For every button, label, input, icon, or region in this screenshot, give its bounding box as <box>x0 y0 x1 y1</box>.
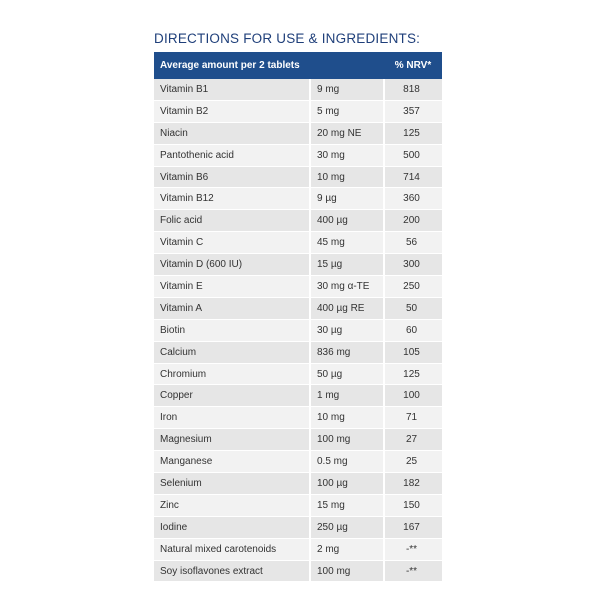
table-row <box>154 276 442 298</box>
nutrient-nrv: -** <box>384 560 442 582</box>
nutrient-name: Soy isoflavones extract <box>154 560 310 582</box>
nutrient-name: Vitamin A <box>154 297 310 319</box>
nutrient-nrv: 182 <box>384 473 442 495</box>
nutrient-name: Vitamin C <box>154 232 310 254</box>
nutrient-amount: 400 µg <box>310 210 384 232</box>
nutrient-nrv: 27 <box>384 429 442 451</box>
table-row <box>154 363 442 385</box>
nutrient-amount: 0.5 mg <box>310 451 384 473</box>
nutrient-amount: 100 µg <box>310 473 384 495</box>
nutrient-nrv: 167 <box>384 516 442 538</box>
nutrient-nrv: 125 <box>384 363 442 385</box>
header-amount-label: Average amount per 2 tablets <box>154 52 384 79</box>
nutrient-amount: 9 µg <box>310 188 384 210</box>
table-row <box>154 100 442 122</box>
nutrient-amount: 5 mg <box>310 100 384 122</box>
nutrient-name: Iodine <box>154 516 310 538</box>
nutrient-name: Pantothenic acid <box>154 144 310 166</box>
nutrient-amount: 30 µg <box>310 319 384 341</box>
nutrient-name: Magnesium <box>154 429 310 451</box>
nutrient-name: Iron <box>154 407 310 429</box>
nutrient-nrv: 100 <box>384 385 442 407</box>
nutrient-amount: 2 mg <box>310 538 384 560</box>
table-row <box>154 254 442 276</box>
nutrient-name: Vitamin B2 <box>154 100 310 122</box>
nutrient-nrv: 360 <box>384 188 442 210</box>
nutrient-nrv: 150 <box>384 494 442 516</box>
table-header-row <box>154 52 442 79</box>
nutrient-amount: 10 mg <box>310 166 384 188</box>
nutrient-amount: 100 mg <box>310 429 384 451</box>
nutrient-amount: 100 mg <box>310 560 384 582</box>
nutrient-nrv: 125 <box>384 122 442 144</box>
nutrient-name: Vitamin B6 <box>154 166 310 188</box>
nutrient-nrv: 714 <box>384 166 442 188</box>
nutrient-amount: 50 µg <box>310 363 384 385</box>
table-row <box>154 210 442 232</box>
nutrition-table <box>154 52 442 582</box>
nutrient-name: Chromium <box>154 363 310 385</box>
nutrient-nrv: 500 <box>384 144 442 166</box>
nutrient-name: Copper <box>154 385 310 407</box>
nutrient-nrv: 357 <box>384 100 442 122</box>
nutrient-amount: 15 µg <box>310 254 384 276</box>
nutrient-nrv: 300 <box>384 254 442 276</box>
nutrient-amount: 10 mg <box>310 407 384 429</box>
nutrient-nrv: 71 <box>384 407 442 429</box>
table-row <box>154 494 442 516</box>
table-row <box>154 166 442 188</box>
table-row <box>154 451 442 473</box>
table-row <box>154 429 442 451</box>
nutrient-name: Folic acid <box>154 210 310 232</box>
table-row <box>154 560 442 582</box>
nutrient-name: Manganese <box>154 451 310 473</box>
nutrient-nrv: 60 <box>384 319 442 341</box>
nutrient-nrv: 250 <box>384 276 442 298</box>
table-row <box>154 144 442 166</box>
nutrient-amount: 45 mg <box>310 232 384 254</box>
table-row <box>154 516 442 538</box>
table-row <box>154 538 442 560</box>
nutrient-name: Zinc <box>154 494 310 516</box>
nutrient-amount: 15 mg <box>310 494 384 516</box>
table-row <box>154 473 442 495</box>
header-nrv-label: % NRV* <box>384 52 442 79</box>
nutrient-amount: 30 mg <box>310 144 384 166</box>
nutrient-amount: 400 µg RE <box>310 297 384 319</box>
nutrient-amount: 836 mg <box>310 341 384 363</box>
table-row <box>154 297 442 319</box>
table-row <box>154 122 442 144</box>
nutrient-amount: 30 mg α-TE <box>310 276 384 298</box>
nutrient-amount: 250 µg <box>310 516 384 538</box>
table-row <box>154 188 442 210</box>
nutrient-nrv: 50 <box>384 297 442 319</box>
ingredients-panel <box>154 28 442 582</box>
table-row <box>154 341 442 363</box>
table-row <box>154 385 442 407</box>
table-row <box>154 79 442 100</box>
nutrient-name: Niacin <box>154 122 310 144</box>
nutrient-nrv: 25 <box>384 451 442 473</box>
table-row <box>154 407 442 429</box>
table-row <box>154 319 442 341</box>
nutrient-name: Vitamin E <box>154 276 310 298</box>
nutrient-name: Vitamin D (600 IU) <box>154 254 310 276</box>
section-heading: DIRECTIONS FOR USE & INGREDIENTS: <box>154 31 421 46</box>
nutrient-nrv: 200 <box>384 210 442 232</box>
nutrient-nrv: 105 <box>384 341 442 363</box>
nutrient-nrv: -** <box>384 538 442 560</box>
nutrient-name: Natural mixed carotenoids <box>154 538 310 560</box>
nutrient-name: Vitamin B12 <box>154 188 310 210</box>
nutrient-name: Biotin <box>154 319 310 341</box>
nutrient-amount: 1 mg <box>310 385 384 407</box>
nutrient-name: Vitamin B1 <box>154 79 310 100</box>
nutrient-name: Calcium <box>154 341 310 363</box>
nutrient-name: Selenium <box>154 473 310 495</box>
nutrient-nrv: 56 <box>384 232 442 254</box>
nutrient-amount: 9 mg <box>310 79 384 100</box>
nutrient-nrv: 818 <box>384 79 442 100</box>
nutrient-amount: 20 mg NE <box>310 122 384 144</box>
table-row <box>154 232 442 254</box>
